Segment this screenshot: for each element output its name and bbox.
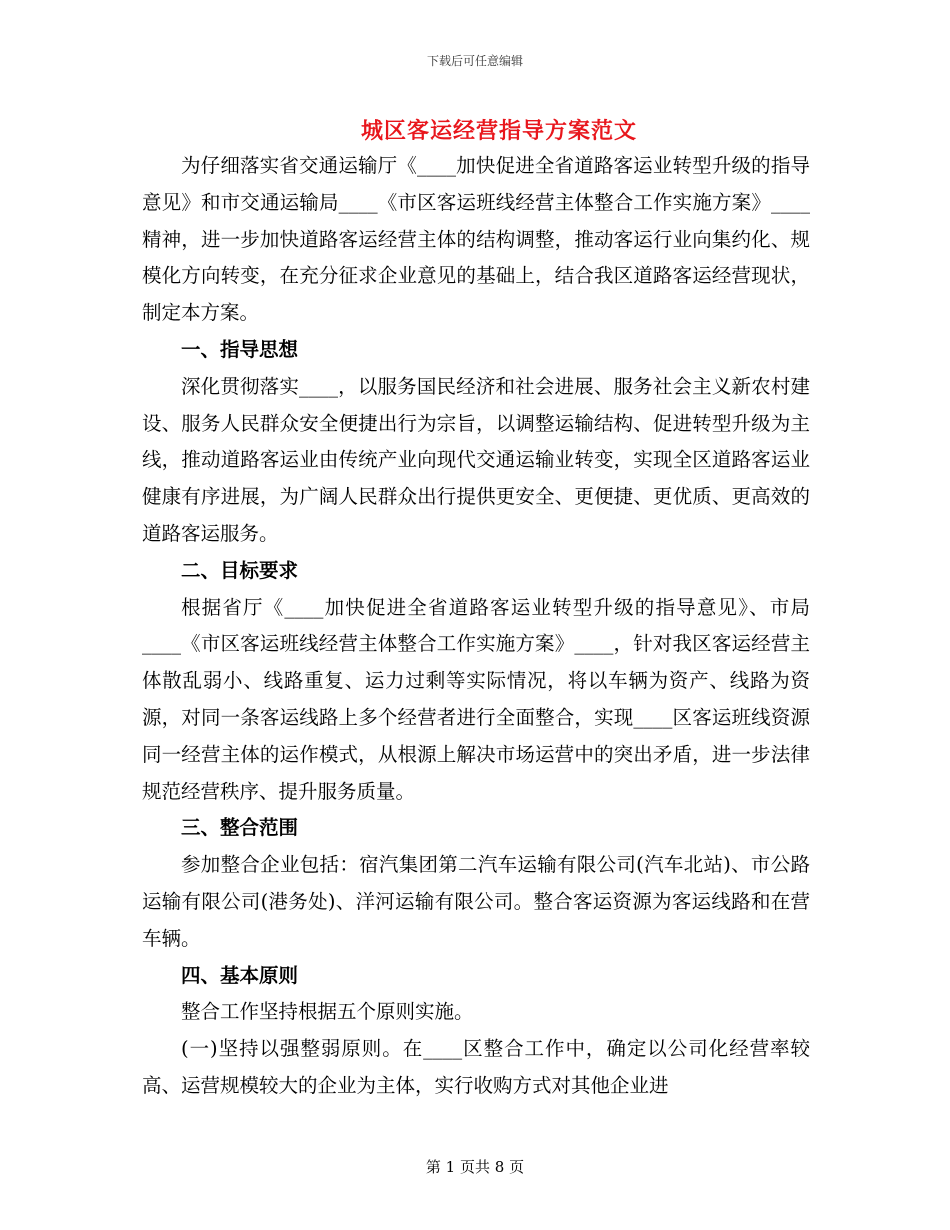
paragraph-scope: 参加整合企业包括：宿汽集团第二汽车运输有限公司(汽车北站)、市公路运输有限公司(港务处)、洋河运输有限公司。整合客运资源为客运线路和在营车辆。 (142, 853, 810, 950)
paragraph-principle-one: (一)坚持以强整弱原则。在____区整合工作中，确定以公司化经营率较高、运营规模较大的企业为主体，实行收购方式对其他企业进 (142, 1037, 810, 1097)
section-heading-guiding-thought: 一、指导思想 (181, 337, 299, 361)
paragraph-goals: 根据省厅《____加快促进全省道路客运业转型升级的指导意见》、市局____《市区客运班线经营主体整合工作实施方案》____，针对我区客运经营主体散乱弱小、线路重复、运力过剩等实际情况，将以车辆为资产、线路为资源，对同一条客运线路上多个经营者进行全面整合，实现____区客运班线资源同一经营主体的运作模式，从根源上解决市场运营中的突出矛盾，进一步法律规范经营秩序、提升服务质量。 (142, 595, 810, 803)
document-title: 城区客运经营指导方案范文 (360, 118, 637, 144)
section-heading-principles: 四、基本原则 (181, 963, 299, 987)
paragraph-principles-intro: 整合工作坚持根据五个原则实施。 (181, 1000, 474, 1024)
section-heading-goals: 二、目标要求 (181, 558, 299, 582)
page-number: 第 1 页共 8 页 (425, 1158, 525, 1176)
document-body (142, 148, 810, 1105)
paragraph-intro: 为仔细落实省交通运输厅《____加快促进全省道路客运业转型升级的指导意见》和市交通运输局____《市区客运班线经营主体整合工作实施方案》____精神，进一步加快道路客运经营主体的结构调整，推动客运行业向集约化、规模化方向转变，在充分征求企业意见的基础上，结合我区道路客运经营现状，制定本方案。 (142, 154, 810, 325)
paragraph-guiding-thought: 深化贯彻落实____，以服务国民经济和社会进展、服务社会主义新农村建设、服务人民群众安全便捷出行为宗旨，以调整运输结构、促进转型升级为主线，推动道路客运业由传统产业向现代交通运输业转变，实现全区道路客运业健康有序进展，为广阔人民群众出行提供更安全、更便捷、更优质、更高效的道路客运服务。 (142, 374, 810, 545)
section-heading-scope: 三、整合范围 (181, 816, 299, 840)
header-note: 下载后可任意编辑 (426, 54, 523, 68)
